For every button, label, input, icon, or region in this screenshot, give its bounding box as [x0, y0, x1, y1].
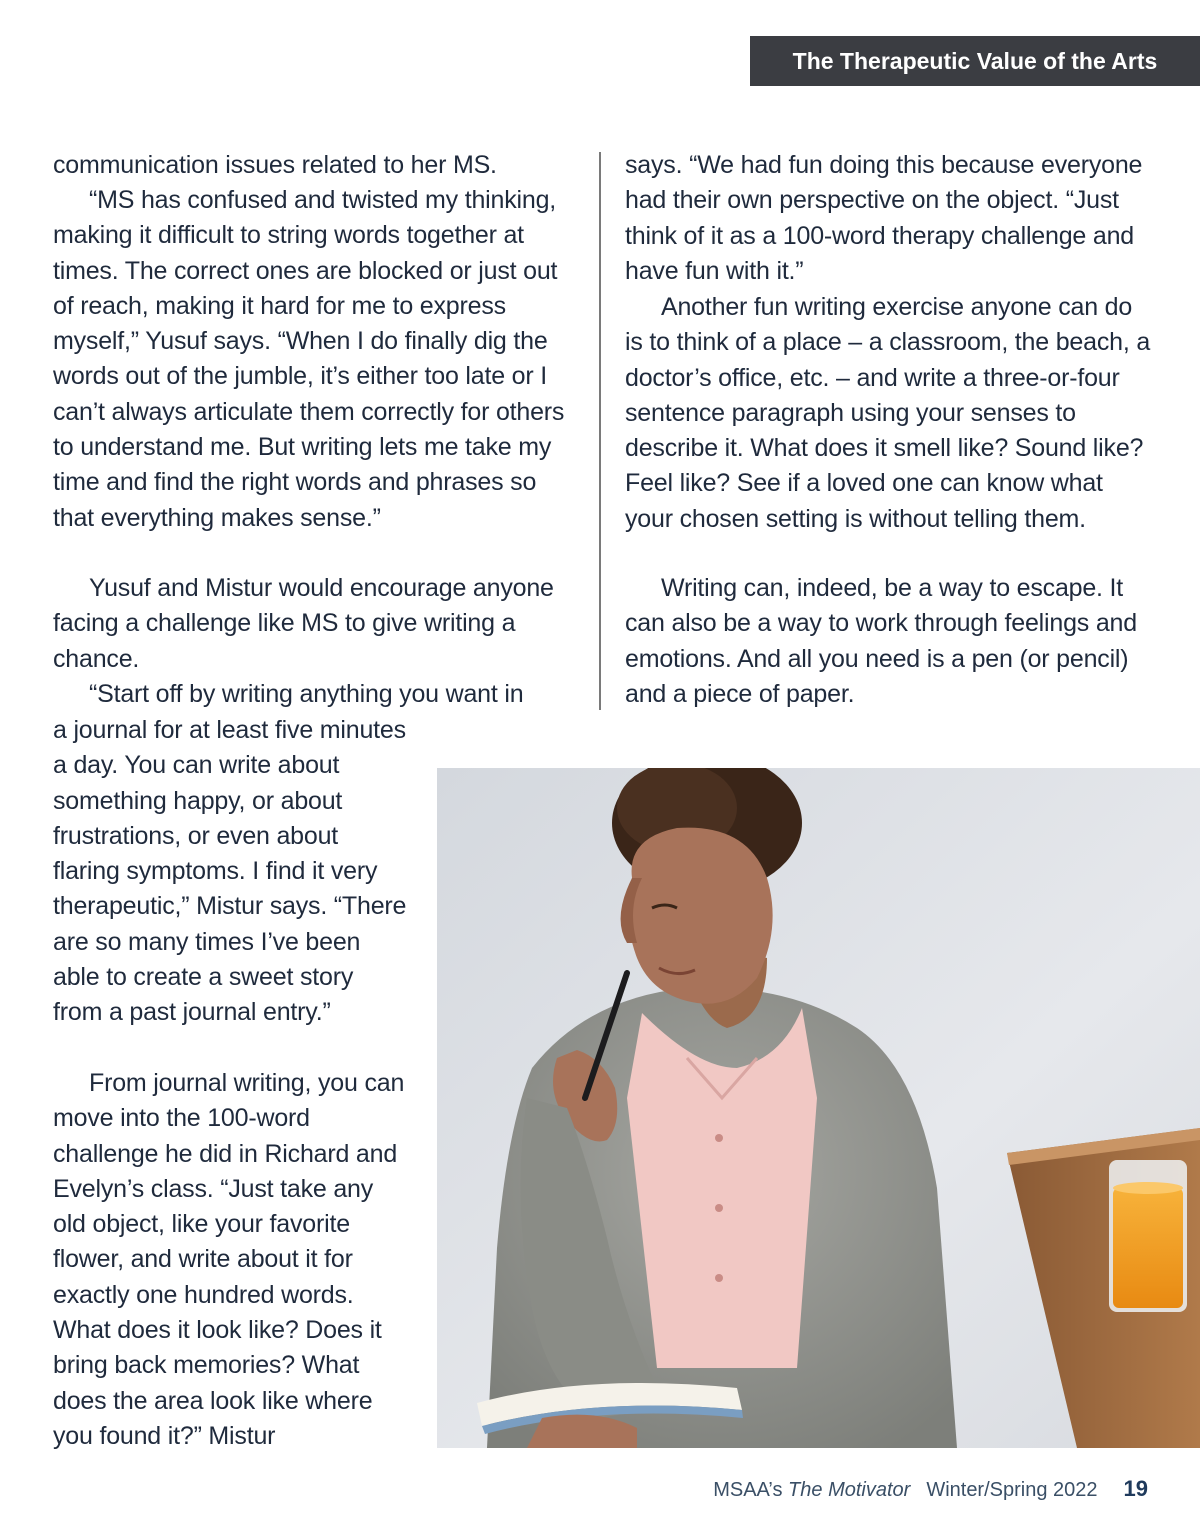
right-paragraph-1: says. “We had fun doing this because everyone had their own perspective on the object. “Just think of it as a 100-word therapy challenge and have fun with it.”: [625, 151, 1143, 285]
woman-writing-photo: [437, 768, 1200, 1448]
left-paragraph-3: Yusuf and Mistur would encourage anyone facing a challenge like MS to give writing a chance.: [53, 574, 554, 673]
left-paragraph-5: From journal writing, you can move into the 100-word challenge he did in Richard and Evelyn’s class. “Just take any old object, like your favorite flower, and write about it for exactly one hundred words. What does it look like? Does it bring back memories? What does the area look like where you found it?” Mistur: [53, 1069, 405, 1450]
left-paragraph-4-lead: “Start off by writing anything you want in: [89, 680, 524, 708]
footer-publisher: MSAA’s: [713, 1479, 789, 1501]
section-title-banner: [750, 36, 1200, 86]
column-divider: [599, 152, 601, 710]
right-paragraph-3: Writing can, indeed, be a way to escape. It can also be a way to work through feelings and emotions. And all you need is a pen (or pencil) and a piece of paper.: [625, 574, 1137, 708]
footer-issue: Winter/Spring 2022: [926, 1479, 1098, 1501]
footer-publication-name: The Motivator: [788, 1479, 911, 1501]
page-number: 19: [1123, 1476, 1148, 1501]
left-paragraph-1: communication issues related to her MS.: [53, 151, 497, 179]
left-paragraph-2: “MS has confused and twisted my thinking, making it difficult to string words together at times. The correct ones are blocked or just out of reach, making it hard for me to express myself,” Yusuf says. “When I do finally dig the words out of the jumble, it’s either too late or I can’t always articulate them correctly for others to understand me. But writing lets me take my time and find the right words and phrases so that everything makes sense.”: [53, 186, 565, 532]
section-title: The Therapeutic Value of the Arts: [792, 47, 1158, 74]
photo-woman-writing-journal-icon: [437, 768, 1200, 1448]
right-paragraph-2: Another fun writing exercise anyone can do is to think of a place – a classroom, the beach, a doctor’s office, etc. – and write a three-or-four sentence paragraph using your senses to describe it. What does it smell like? Sound like? Feel like? See if a loved one can know what your chosen setting is without telling them.: [625, 293, 1151, 533]
page-footer: [713, 1476, 1148, 1508]
left-paragraph-4-wrap: a journal for at least five minutes a day. You can write about something happy, or about frustrations, or even about flaring symptoms. I find it very therapeutic,” Mistur says. “There are so many times I’ve been able to create a sweet story from a past journal entry.”: [53, 716, 407, 1027]
